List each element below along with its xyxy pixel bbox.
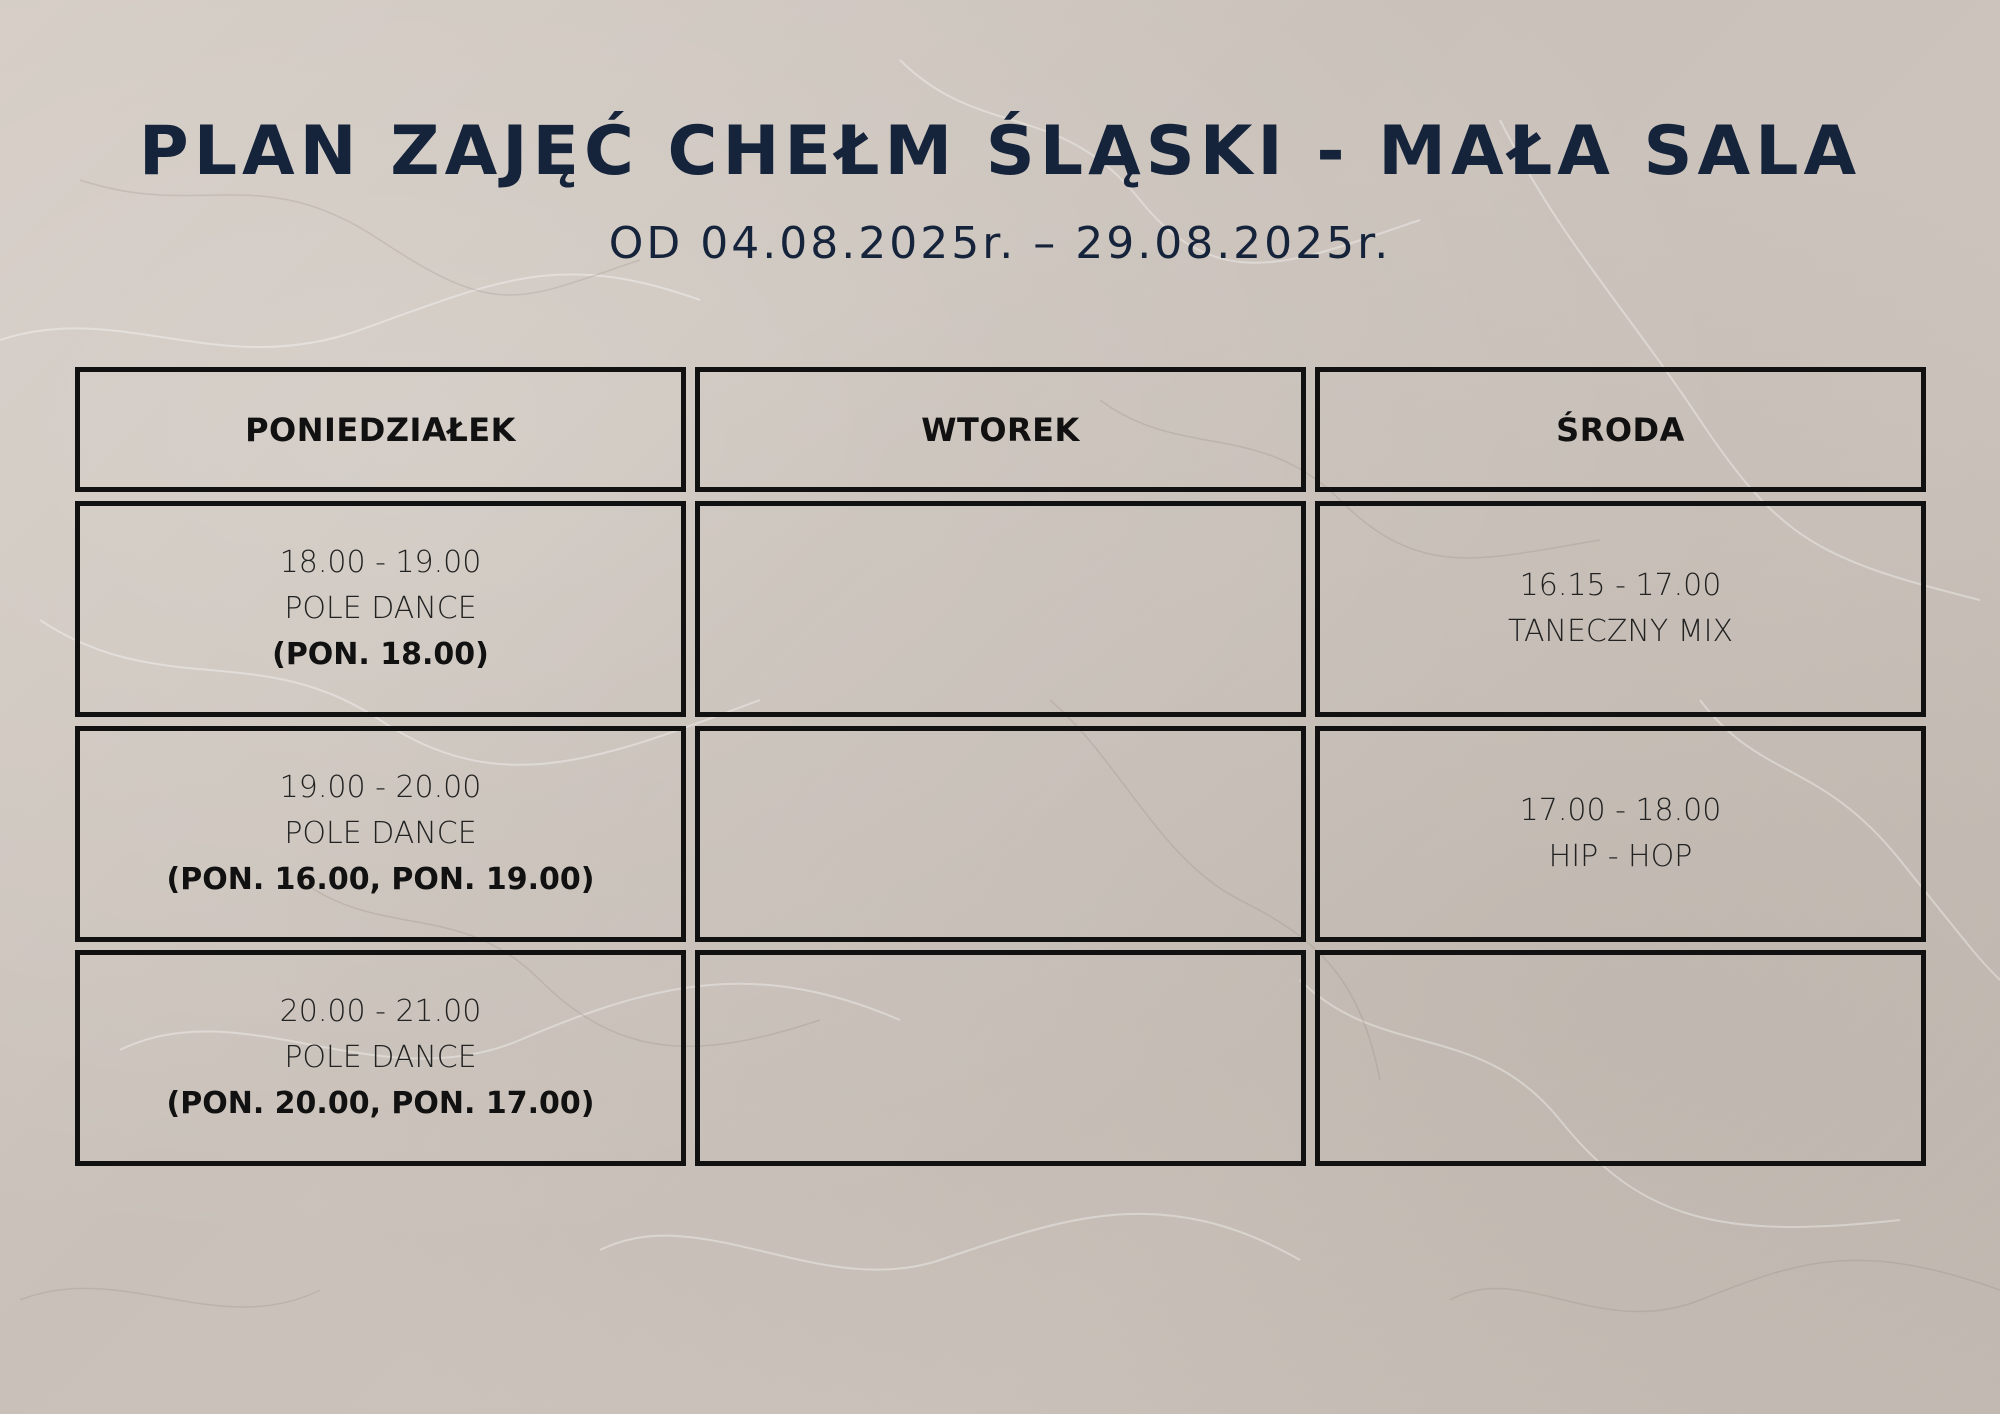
day-label: PONIEDZIAŁEK [245, 410, 516, 449]
schedule-cell-monday-1 [75, 501, 686, 717]
day-header-wednesday [1315, 367, 1926, 492]
class-time: 19.00 - 20.00 [279, 770, 482, 805]
class-time: 18.00 - 19.00 [279, 545, 482, 580]
class-time: 16.15 - 17.00 [1519, 568, 1722, 603]
schedule-cell-monday-2 [75, 726, 686, 942]
schedule-cell-tuesday-1 [695, 501, 1306, 717]
day-label: ŚRODA [1556, 410, 1685, 449]
schedule-cell-wednesday-1 [1315, 501, 1926, 717]
class-name: POLE DANCE [284, 816, 477, 851]
class-time: 17.00 - 18.00 [1519, 793, 1722, 828]
day-header-monday [75, 367, 686, 492]
schedule-cell-tuesday-2 [695, 726, 1306, 942]
class-name: POLE DANCE [284, 1040, 477, 1075]
class-note: (PON. 20.00, PON. 17.00) [166, 1086, 595, 1121]
schedule-cell-monday-3 [75, 950, 686, 1166]
class-name: HIP - HOP [1548, 839, 1693, 874]
class-name: POLE DANCE [284, 591, 477, 626]
page-title: PLAN ZAJĘĆ CHEŁM ŚLĄSKI - MAŁA SALA [138, 112, 1862, 191]
class-note: (PON. 18.00) [272, 637, 489, 672]
date-range-subtitle: OD 04.08.2025r. – 29.08.2025r. [608, 218, 1392, 269]
schedule-cell-tuesday-3 [695, 950, 1306, 1166]
class-note: (PON. 16.00, PON. 19.00) [166, 862, 595, 897]
day-label: WTOREK [921, 410, 1080, 449]
schedule-cell-wednesday-3 [1315, 950, 1926, 1166]
class-time: 20.00 - 21.00 [279, 994, 482, 1029]
day-header-tuesday [695, 367, 1306, 492]
schedule-cell-wednesday-2 [1315, 726, 1926, 942]
class-name: TANECZNY MIX [1508, 614, 1733, 649]
